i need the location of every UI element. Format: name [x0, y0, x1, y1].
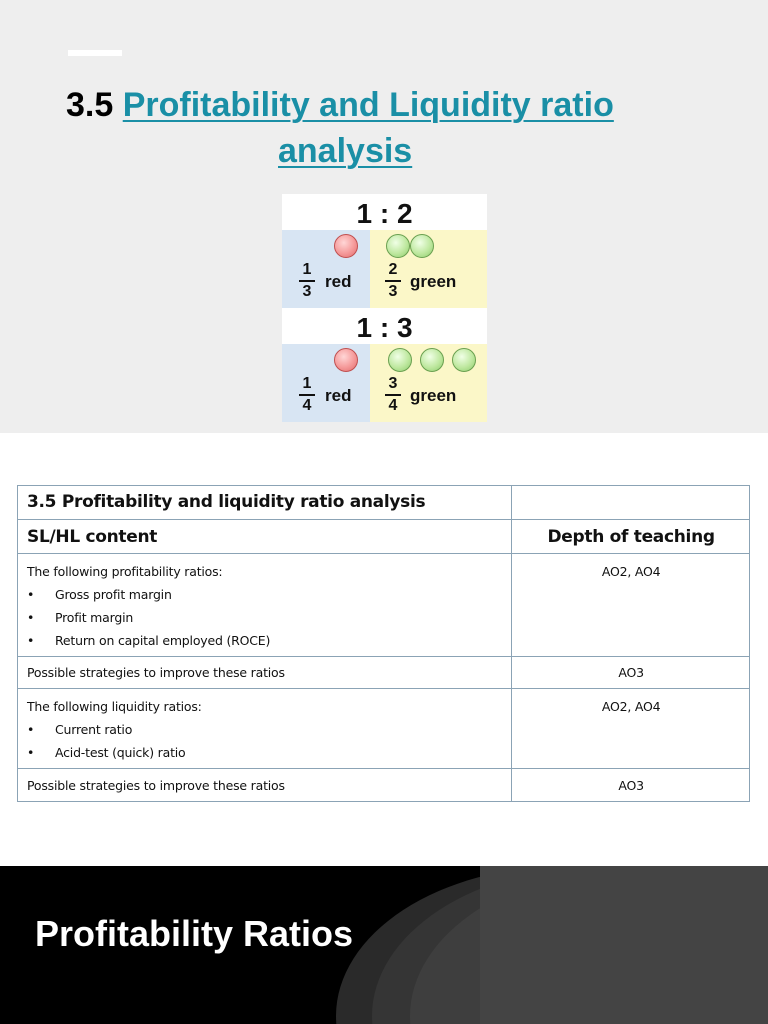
title-link-line1[interactable]: Profitability and Liquidity ratio: [122, 86, 614, 124]
syllabus-table: [17, 485, 750, 802]
bullet-item: • Return on capital employed (ROCE): [27, 629, 503, 652]
slide-title-ratio-analysis: [0, 0, 768, 433]
row-intro: The following profitability ratios:: [27, 564, 223, 579]
slide-profitability-ratios: [0, 866, 768, 1024]
column-header-depth: Depth of teaching: [512, 520, 750, 554]
fraction-numerator: 2: [388, 261, 398, 278]
table-title-row: [18, 486, 750, 520]
title-link-line2[interactable]: analysis: [278, 132, 413, 170]
bullet-item: • Current ratio: [27, 718, 503, 741]
fraction-numerator: 1: [302, 261, 312, 278]
red-fraction-1: [298, 262, 316, 300]
fraction-denominator: 4: [388, 397, 398, 414]
section-title: Profitability Ratios: [35, 913, 354, 954]
green-label-2: green: [410, 386, 457, 405]
content-cell: Possible strategies to improve these ratios: [18, 769, 512, 802]
table-row: [18, 657, 750, 689]
green-label-1: green: [410, 272, 457, 291]
table-title-empty-cell: [512, 486, 750, 520]
content-cell: Possible strategies to improve these ratios: [18, 657, 512, 689]
table-row: [18, 769, 750, 802]
depth-cell: AO2, AO4: [512, 689, 750, 769]
fraction-denominator: 4: [302, 397, 312, 414]
fraction-denominator: 3: [302, 283, 312, 300]
fraction-bar: [385, 394, 401, 396]
green-fraction-2: [384, 376, 402, 414]
row-intro: The following liquidity ratios:: [27, 699, 202, 714]
green-cell-2: [370, 344, 487, 422]
depth-cell: AO2, AO4: [512, 554, 750, 657]
green-circle-icon: [420, 348, 444, 372]
table-row: [18, 554, 750, 657]
table-title: 3.5 Profitability and liquidity ratio analysis: [18, 486, 512, 520]
red-cell-1: [282, 230, 370, 308]
red-label-2: red: [325, 386, 352, 405]
depth-cell: AO3: [512, 769, 750, 802]
fraction-denominator: 3: [388, 283, 398, 300]
content-cell: [18, 689, 512, 769]
title-number: 3.5: [66, 86, 114, 124]
green-cell-1: [370, 230, 487, 308]
decorative-panel: [480, 866, 768, 1024]
green-circle-icon: [386, 234, 410, 258]
table-row: [18, 689, 750, 769]
fraction-numerator: 3: [388, 375, 398, 392]
ratio-illustration: [282, 194, 487, 422]
green-fraction-1: [384, 262, 402, 300]
green-circle-icon: [388, 348, 412, 372]
red-circle-icon: [334, 348, 358, 372]
green-circle-icon: [410, 234, 434, 258]
red-fraction-2: [298, 376, 316, 414]
column-header-content: SL/HL content: [18, 520, 512, 554]
slide-syllabus-table: [0, 433, 768, 865]
green-circle-icon: [452, 348, 476, 372]
red-label-1: red: [325, 272, 352, 291]
ratio-label-2: 1 : 3: [356, 312, 413, 343]
fraction-bar: [299, 280, 315, 282]
title-accent-bar: [68, 50, 122, 56]
fraction-bar: [299, 394, 315, 396]
table-header-row: [18, 520, 750, 554]
red-cell-2: [282, 344, 370, 422]
depth-cell: AO3: [512, 657, 750, 689]
fraction-numerator: 1: [302, 375, 312, 392]
content-cell: [18, 554, 512, 657]
fraction-bar: [385, 280, 401, 282]
bullet-item: • Gross profit margin: [27, 583, 503, 606]
red-circle-icon: [334, 234, 358, 258]
bullet-item: • Acid-test (quick) ratio: [27, 741, 503, 764]
bullet-item: • Profit margin: [27, 606, 503, 629]
ratio-label-1: 1 : 2: [356, 198, 413, 229]
